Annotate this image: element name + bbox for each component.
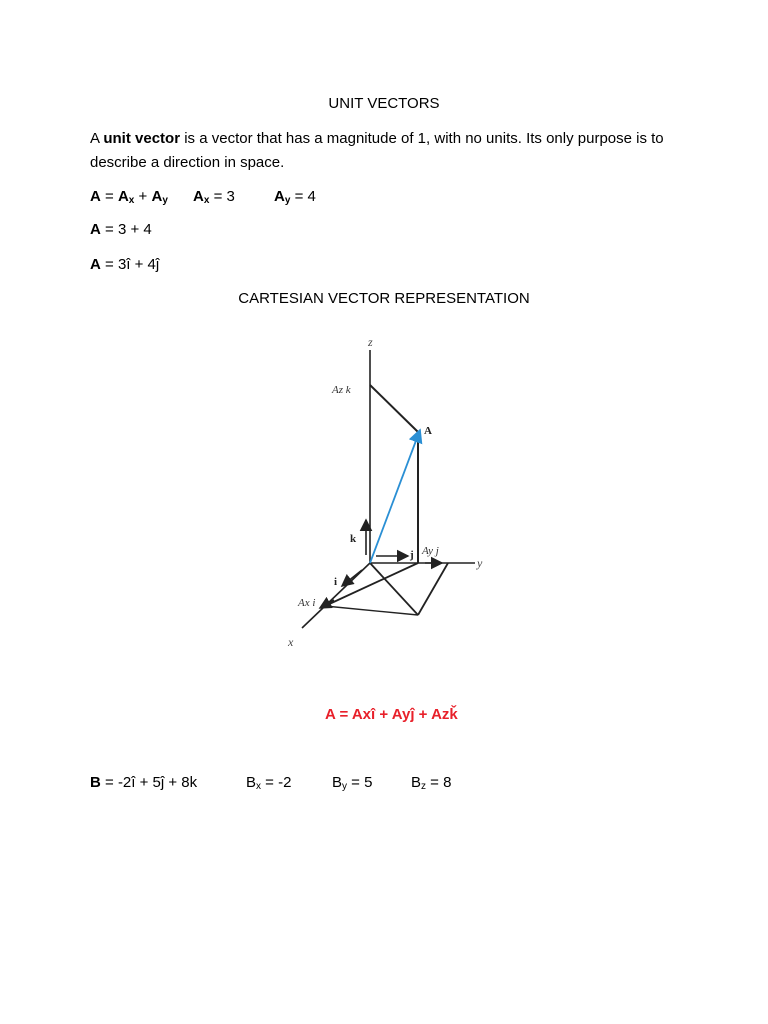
by-value (332, 774, 372, 792)
eqb-lhs: B (90, 774, 101, 791)
eq-equals: = (100, 188, 118, 205)
intro-term: unit vector (103, 130, 181, 147)
equation-b (90, 774, 197, 791)
bx-number: = -2 (261, 774, 292, 791)
i-unit-arrow (342, 570, 362, 586)
eq-ax: A (117, 188, 129, 205)
by-b: B (332, 774, 343, 791)
formula-plus-2: + (414, 706, 432, 723)
ay-j-label: Ay j (422, 545, 439, 557)
ay-value-a: A (274, 188, 285, 205)
formula-x-term: Axî (351, 706, 376, 723)
equation-a-components (90, 188, 168, 206)
eq3-lhs: A (90, 256, 101, 273)
base-edge (325, 606, 418, 615)
intro-a: A (90, 130, 104, 147)
eq-lhs: A (90, 188, 101, 205)
az-k-label: Az k (332, 384, 351, 396)
eq2-lhs: A (90, 221, 101, 238)
eq-ay-sub: y (162, 195, 168, 206)
formula-equals: = (335, 706, 352, 723)
bx-sub: x (256, 781, 262, 792)
bx-value (246, 774, 291, 792)
by-number: = 5 (347, 774, 373, 791)
formula-plus-1: + (375, 706, 392, 723)
by-sub: y (342, 781, 348, 792)
ax-value (193, 188, 235, 206)
equation-a-sum (90, 221, 152, 238)
intro-rest: is a vector that has a magnitude of 1, with no units. Its only purpose is to describe a direction in space. (90, 130, 664, 171)
ay-value (274, 188, 316, 206)
ax-i-label: Ax i (298, 597, 316, 609)
eq-ay: A (151, 188, 163, 205)
eq-plus: + (134, 188, 152, 205)
ay-value-number: = 4 (290, 188, 316, 205)
formula-y-term: Ayĵ (391, 706, 415, 723)
cartesian-vector-diagram (270, 330, 510, 660)
i-label: i (334, 576, 338, 588)
cartesian-formula (325, 706, 458, 723)
x-axis-label: x (288, 635, 294, 649)
eqb-rhs: = -2î + 5ĵ + 8k (100, 774, 198, 791)
vector-a-label: A (424, 425, 432, 437)
z-axis-label: z (368, 335, 373, 349)
y-axis-label: y (477, 556, 483, 570)
page-title: UNIT VECTORS (328, 95, 440, 112)
bz-value (411, 774, 451, 792)
eq2-rhs: = 3 + 4 (100, 221, 152, 238)
formula-a: A (325, 706, 336, 723)
ay-value-sub: y (284, 195, 291, 206)
intro-paragraph (90, 127, 690, 175)
bz-sub: z (421, 781, 427, 792)
ax-value-sub: x (203, 195, 210, 206)
eq3-rhs: = 3î + 4ĵ (100, 256, 160, 273)
az-projection-line (370, 385, 418, 432)
ax-value-a: A (193, 188, 204, 205)
bz-b: B (411, 774, 422, 791)
base-projection-y (418, 563, 448, 615)
bz-number: = 8 (426, 774, 452, 791)
ax-value-number: = 3 (209, 188, 235, 205)
section-subheading: CARTESIAN VECTOR REPRESENTATION (238, 290, 530, 307)
eq-ax-sub: x (128, 195, 135, 206)
formula-z-term: Azǩ (431, 706, 458, 723)
bx-b: B (246, 774, 257, 791)
base-diagonal (370, 563, 418, 615)
equation-a-unit (90, 256, 159, 273)
k-label: k (350, 533, 357, 545)
j-label: j (410, 549, 414, 561)
vector-a-arrow (370, 430, 420, 563)
